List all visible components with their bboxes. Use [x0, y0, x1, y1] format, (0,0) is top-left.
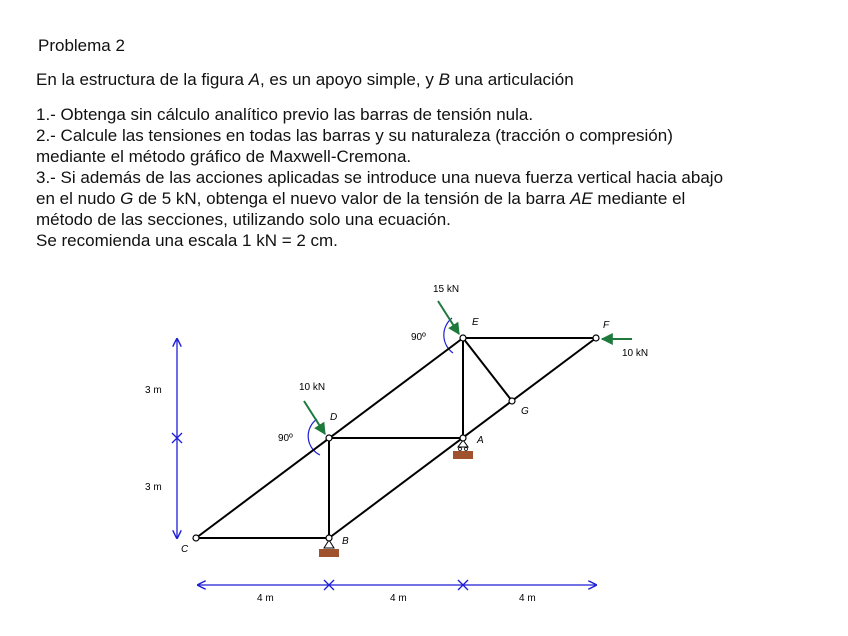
label-angle-e: 90º	[411, 332, 426, 343]
label-dim-v1: 3 m	[145, 385, 162, 396]
item-run: 2.- Calcule las tensiones en todas las barras y su naturaleza (tracción o compresión)	[36, 126, 673, 145]
intro-run: A	[248, 70, 260, 89]
item-run: 1.- Obtenga sin cálculo analítico previo las barras de tensión nula.	[36, 105, 534, 124]
load-arrow-d	[304, 401, 325, 434]
node-a	[460, 435, 466, 441]
load-arrow-e	[438, 301, 459, 334]
support-b	[319, 540, 339, 557]
intro-run: B	[438, 70, 450, 89]
node-f	[593, 335, 599, 341]
dimension-lines	[172, 339, 596, 590]
label-node-e: E	[472, 317, 479, 328]
label-node-a: A	[477, 435, 484, 446]
label-node-b: B	[342, 536, 349, 547]
item-run: en el nudo	[36, 189, 121, 208]
item-run: de 5 kN, obtenga el nuevo valor de la tensión de la barra	[133, 189, 570, 208]
member-eg	[463, 338, 512, 401]
loads	[304, 301, 632, 434]
label-node-g: G	[521, 406, 529, 417]
item-run: mediante el	[592, 189, 686, 208]
item-run: método de las secciones, utilizando solo una ecuación.	[36, 210, 451, 229]
label-node-d: D	[330, 412, 338, 423]
label-node-c: C	[181, 544, 189, 555]
label-dim-h2: 4 m	[390, 593, 407, 604]
intro-run: En la estructura de la figura	[36, 70, 249, 89]
label-load-e: 15 kN	[433, 284, 460, 295]
item-run: G	[120, 189, 134, 208]
label-load-d: 10 kN	[299, 382, 326, 393]
label-dim-h1: 4 m	[257, 593, 274, 604]
item-run: 3.- Si además de las acciones aplicadas se introduce una nueva fuerza vertical hacia abajo	[36, 168, 724, 187]
intro-run: , es un apoyo simple, y	[259, 70, 439, 89]
node-d	[326, 435, 332, 441]
label-dim-h3: 4 m	[519, 593, 536, 604]
truss-members	[196, 338, 596, 538]
label-dim-v2: 3 m	[145, 482, 162, 493]
item-run: AE	[570, 189, 593, 208]
label-angle-d: 90º	[278, 433, 293, 444]
node-c	[193, 535, 199, 541]
intro-run: una articulación	[449, 70, 574, 89]
node-b	[326, 535, 332, 541]
problem-title: Problema 2	[38, 36, 125, 55]
label-node-f: F	[603, 320, 610, 331]
item-run: Se recomienda una escala 1 kN = 2 cm.	[36, 231, 338, 250]
node-g	[509, 398, 515, 404]
item-run: mediante el método gráfico de Maxwell-Cremona.	[36, 147, 412, 166]
node-e	[460, 335, 466, 341]
label-load-f: 10 kN	[622, 348, 649, 359]
